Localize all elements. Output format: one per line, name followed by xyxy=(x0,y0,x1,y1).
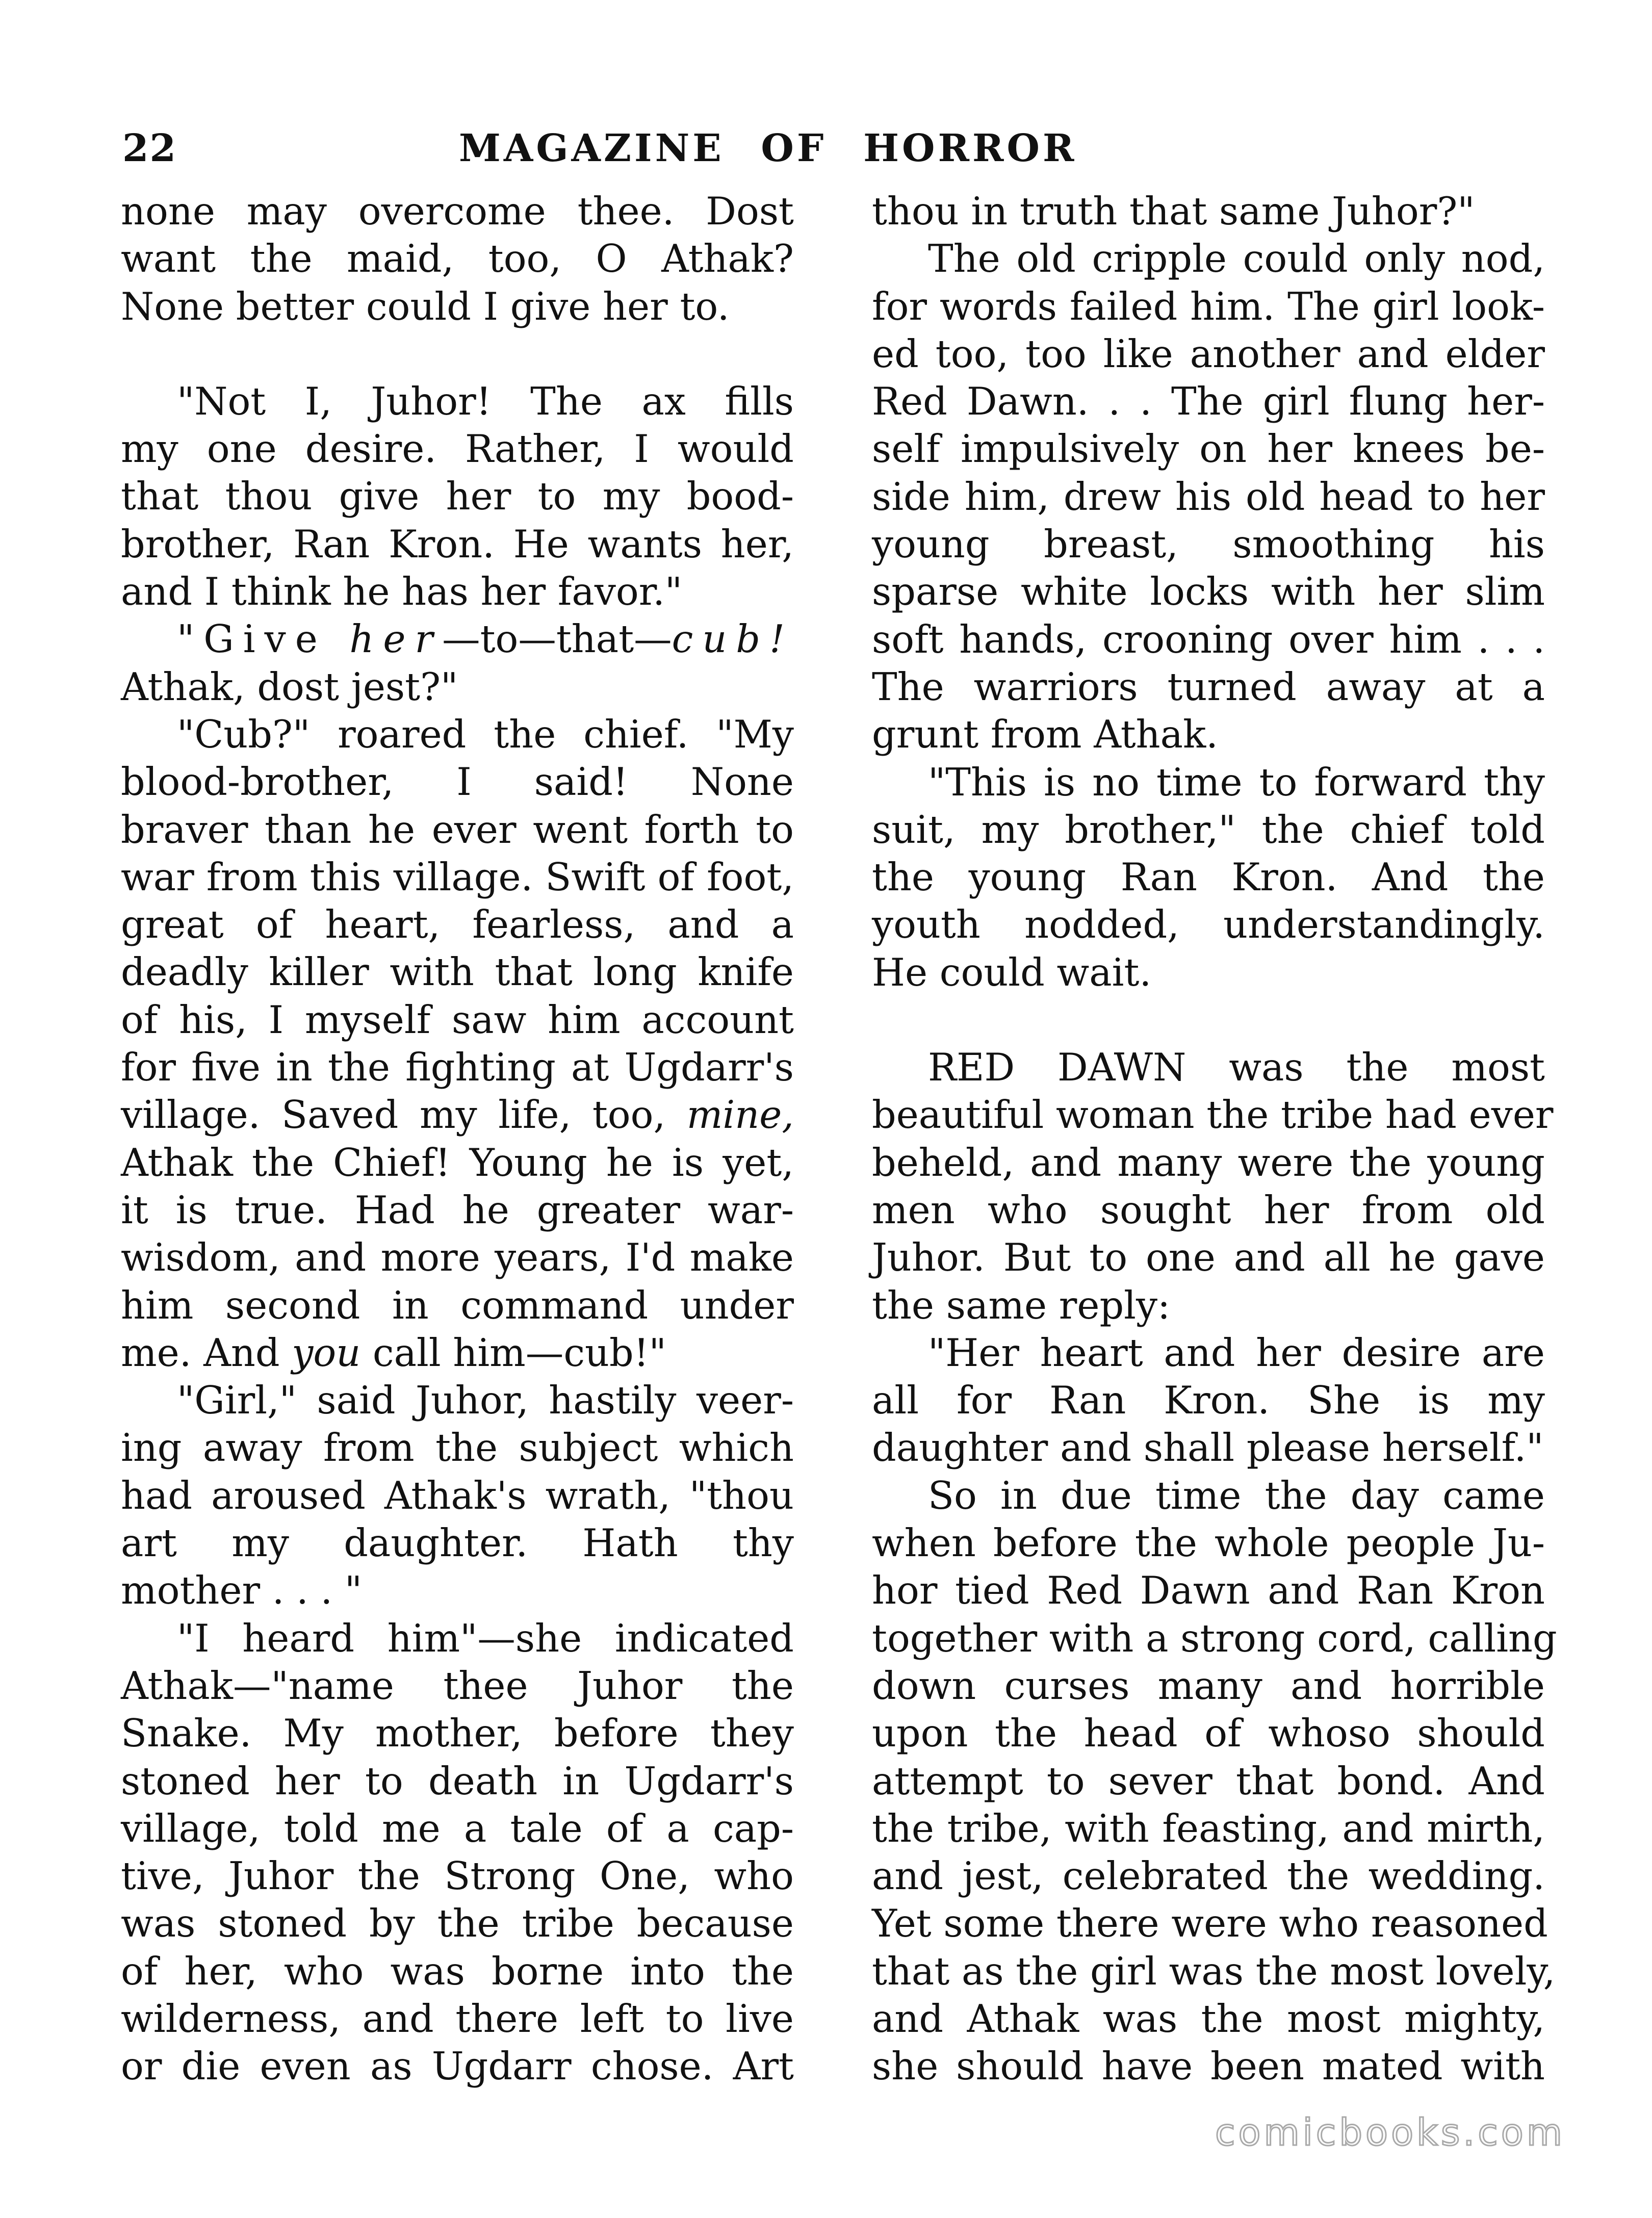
text-line: deadly killer with that long knife xyxy=(121,950,794,995)
text-line: thou in truth that same Juhor?" xyxy=(872,189,1475,234)
text-line: "Not I, Juhor! The ax fills xyxy=(177,379,794,424)
emphasis-run: mine, xyxy=(686,1093,794,1138)
text-line: it is true. Had he greater war- xyxy=(121,1188,794,1232)
text-line: stoned her to death in Ugdarr's xyxy=(121,1759,794,1803)
text-line: down curses many and horrible xyxy=(872,1663,1545,1708)
text-line: ed too, too like another and elder xyxy=(872,331,1545,376)
text-line: the same reply: xyxy=(872,1283,1171,1328)
text-line: Red Dawn. . . The girl flung her- xyxy=(872,379,1545,424)
emphasis-run: you xyxy=(292,1330,361,1375)
text-run: call him—cub!" xyxy=(372,1330,666,1375)
text-line: beheld, and many were the young xyxy=(872,1140,1545,1185)
text-line: young breast, smoothing his xyxy=(872,522,1545,567)
text-line xyxy=(121,615,794,663)
text-line: the tribe, with feasting, and mirth, xyxy=(872,1806,1545,1851)
text-line: of his, I myself saw him account xyxy=(121,997,794,1042)
text-line: "I heard him"—she indicated xyxy=(177,1616,794,1661)
text-line: self impulsively on her knees be- xyxy=(872,427,1545,472)
watermark: comicbooks.com xyxy=(1215,2111,1565,2154)
text-line: she should have been mated with xyxy=(872,2044,1545,2089)
text-line: attempt to sever that bond. And xyxy=(872,1759,1545,1803)
emphasis-run: cub! xyxy=(672,617,794,662)
text-line: and I think he has her favor." xyxy=(121,570,683,614)
running-title: MAGAZINE OF HORROR xyxy=(459,126,1077,170)
text-line: men who sought her from old xyxy=(872,1188,1545,1232)
text-line: and jest, celebrated the wedding. xyxy=(872,1854,1545,1899)
text-line: that thou give her to my bood- xyxy=(121,474,794,519)
text-line: tive, Juhor the Strong One, who xyxy=(121,1854,794,1899)
text-line: wisdom, and more years, I'd make xyxy=(121,1235,794,1280)
text-line: had aroused Athak's wrath, "thou xyxy=(121,1473,794,1518)
text-line: for words failed him. The girl look- xyxy=(872,284,1545,329)
text-line: of her, who was borne into the xyxy=(121,1949,794,1994)
page-number: 22 xyxy=(122,126,177,170)
text-line: suit, my brother," the chief told xyxy=(872,807,1545,852)
right-column xyxy=(872,188,1557,2091)
text-line: village, told me a tale of a cap- xyxy=(121,1806,794,1851)
text-line: war from this village. Swift of foot, xyxy=(121,855,794,899)
text-line: daughter and shall please herself." xyxy=(872,1426,1544,1471)
text-line: The old cripple could only nod, xyxy=(928,237,1545,281)
text-run: —to—that— xyxy=(442,617,672,662)
text-line: Athak, dost jest?" xyxy=(121,664,458,709)
text-run: "Give xyxy=(177,617,327,662)
text-line: None better could I give her to. xyxy=(121,284,730,329)
text-line: soft hands, crooning over him . . . xyxy=(872,617,1545,662)
text-line: together with a strong cord, calling xyxy=(872,1616,1557,1661)
text-line: was stoned by the tribe because xyxy=(121,1901,794,1946)
emphasis-run: her xyxy=(349,617,443,662)
text-line: that as the girl was the most lovely, xyxy=(872,1949,1556,1994)
text-line: blood-brother, I said! None xyxy=(121,760,794,805)
text-line: "Girl," said Juhor, hastily veer- xyxy=(177,1378,794,1423)
text-line: great of heart, fearless, and a xyxy=(121,902,794,947)
text-line: Snake. My mother, before they xyxy=(121,1711,794,1756)
text-line: or die even as Ugdarr chose. Art xyxy=(121,2044,794,2089)
text-line: So in due time the day came xyxy=(928,1473,1545,1518)
text-line: art my daughter. Hath thy xyxy=(121,1521,794,1566)
text-line xyxy=(121,1091,794,1139)
text-line: and Athak was the most mighty, xyxy=(872,1996,1545,2041)
text-line: Juhor. But to one and all he gave xyxy=(872,1235,1545,1280)
text-line: youth nodded, understandingly. xyxy=(872,902,1545,947)
text-line: "This is no time to forward thy xyxy=(928,760,1545,805)
text-line: all for Ran Kron. She is my xyxy=(872,1378,1545,1423)
text-line: sparse white locks with her slim xyxy=(872,570,1545,614)
text-run: village. Saved my life, too, xyxy=(121,1093,666,1138)
text-line: The warriors turned away at a xyxy=(872,664,1545,709)
text-line: RED DAWN was the most xyxy=(928,1045,1545,1090)
text-line: side him, drew his old head to her xyxy=(872,474,1545,519)
text-line: when before the whole people Ju- xyxy=(872,1521,1545,1566)
text-line: wilderness, and there left to live xyxy=(121,1996,794,2041)
text-line: none may overcome thee. Dost xyxy=(121,189,794,234)
text-line: beautiful woman the tribe had ever xyxy=(872,1093,1554,1138)
text-line: the young Ran Kron. And the xyxy=(872,855,1545,900)
text-line: Athak the Chief! Young he is yet, xyxy=(121,1140,794,1185)
text-line: him second in command under xyxy=(121,1283,794,1328)
page-header xyxy=(122,126,1540,177)
text-line: He could wait. xyxy=(872,950,1152,995)
text-line: grunt from Athak. xyxy=(872,712,1218,757)
text-line: hor tied Red Dawn and Ran Kron xyxy=(872,1568,1545,1613)
text-line: "Her heart and her desire are xyxy=(928,1330,1545,1375)
text-line: Athak—"name thee Juhor the xyxy=(121,1663,794,1708)
text-line xyxy=(121,1329,794,1377)
text-line: brother, Ran Kron. He wants her, xyxy=(121,522,794,566)
text-line: braver than he ever went forth to xyxy=(121,807,794,852)
text-line: "Cub?" roared the chief. "My xyxy=(177,712,794,757)
text-run: me. And xyxy=(121,1330,280,1375)
text-line: Yet some there were who reasoned xyxy=(872,1901,1548,1946)
text-line: want the maid, too, O Athak? xyxy=(121,237,794,281)
text-line: ing away from the subject which xyxy=(121,1426,794,1471)
text-line: mother . . . " xyxy=(121,1568,363,1613)
text-line: my one desire. Rather, I would xyxy=(121,427,794,472)
left-column xyxy=(121,188,794,2091)
text-line: for five in the fighting at Ugdarr's xyxy=(121,1045,794,1090)
text-line: upon the head of whoso should xyxy=(872,1711,1545,1756)
